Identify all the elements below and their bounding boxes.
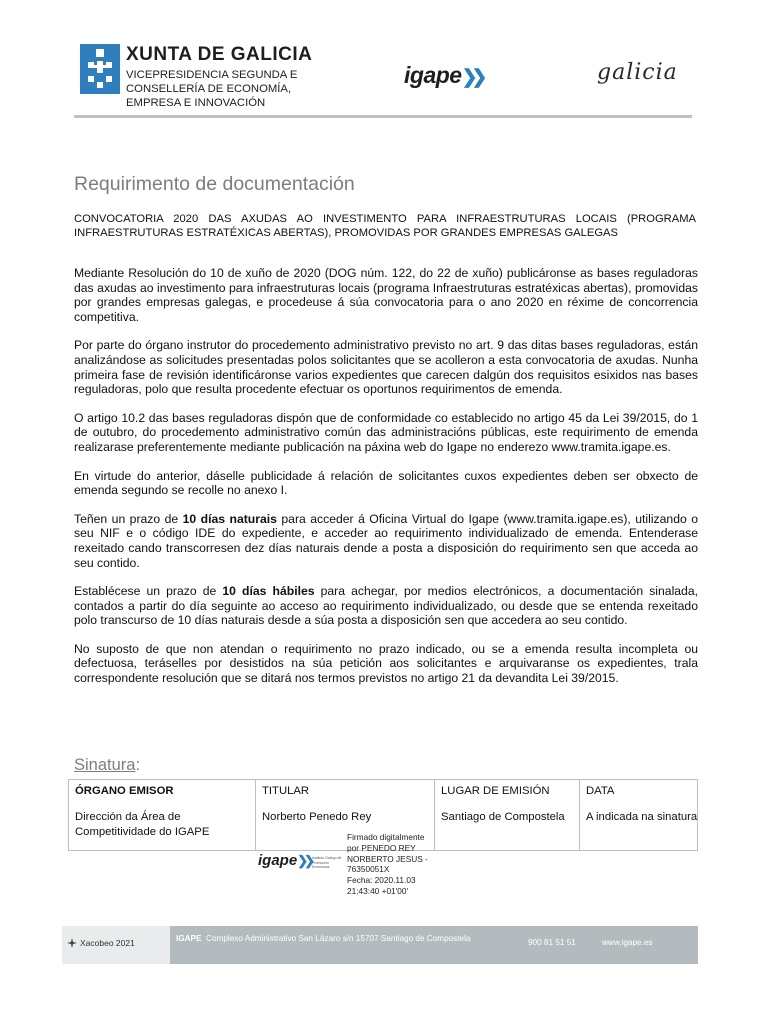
header-divider: [74, 115, 692, 118]
signature-header-titular: TITULAR: [262, 785, 310, 797]
signature-heading-text: Sinatura: [74, 756, 136, 774]
xunta-crest-icon: [80, 44, 120, 94]
footer-address: [176, 932, 476, 945]
signature-col-data: [580, 780, 697, 850]
igape-logo: [404, 62, 504, 96]
org-title: XUNTA DE GALICIA: [126, 44, 313, 65]
galicia-logo: galicia: [597, 60, 678, 85]
p6-post: para achegar, por medios electrónicos, a documentación sinalada, contados a partir do día seguinte ao acceso ao requirimento individualizado, ou desde que se entenda rexeitado polo transcurso de 10 días naturais desde a súa posta a disposición sen que accedera ao seu contido.: [74, 584, 698, 628]
org-sub-line-1: VICEPRESIDENCIA SEGUNDA E: [126, 69, 298, 81]
paragraph-6: [74, 584, 698, 628]
stamp-line: Fecha: 2020.11.03: [347, 875, 416, 886]
p5-pre: Teñen un prazo de: [74, 511, 183, 526]
page-footer: [62, 926, 698, 964]
paragraph-5: [74, 512, 698, 570]
signature-value-lugar: Santiago de Compostela: [441, 811, 565, 823]
org-sub-line-2: CONSELLERÍA DE ECONOMÍA,: [126, 83, 292, 95]
xacobeo-icon: [66, 937, 78, 949]
signature-value-titular: Norberto Penedo Rey: [262, 811, 372, 823]
p5-post: para acceder á Oficina Virtual do Igape (www.tramita.igape.es), utilizando o seu NIF e o código IDE do expediente, e acceder ao requirimento individualizado de emenda. Entenderase rexeitado cando transcorresen dez días naturais dende a posta a disposición do requirimento sen que acceda ao seu contido.: [74, 511, 698, 570]
convocatoria-heading: CONVOCATORIA 2020 DAS AXUDAS AO INVESTIMENTO PARA INFRAESTRUTURAS LOCAIS (PROGRAMA INFRAESTRUTURAS ESTRATÉXICAS ABERTAS), PROMOVIDAS POR GRANDES EMPRESAS GALEGAS: [74, 213, 696, 239]
digital-signature-stamp: [347, 832, 443, 897]
paragraph-1: Mediante Resolución do 10 de xuño de 2020 (DOG núm. 122, do 22 de xuño) publicáronse as bases reguladoras das axudas ao investimento para infraestruturas locais (programa Infraestruturas estratéxicas abertas), promovidas por grandes empresas galegas, e procedeuse á súa convocatoria para o ano 2020 en réxime de concorrencia competitiva.: [74, 266, 698, 324]
footer-contact-panel: [170, 926, 698, 964]
footer-org: IGAPE: [176, 934, 202, 943]
signature-col-lugar: [435, 780, 580, 850]
signature-value-emisor: Dirección da Área de Competitividade do IGAPE: [75, 811, 210, 838]
paragraph-7: No suposto de que non atendan o requirimento no prazo indicado, ou se a emenda resulta incompleta ou defectuosa, teráselles por desistidos na súa petición aos solicitantes e arquivaranse os expedientes, trala correspondente resolución que se ditará nos termos previstos no artigo 21 da devandita Lei 39/2015.: [74, 641, 698, 686]
paragraph-4: En virtude do anterior, dáselle publicidade á relación de solicitantes cuxos expedientes deben ser obxecto de emenda segundo se recolle no anexo I.: [74, 468, 698, 498]
igape-logo-text: igape: [404, 62, 462, 88]
stamp-line: Firmado digitalmente: [347, 832, 425, 842]
org-sub-line-3: EMPRESA E INNOVACIÓN: [126, 97, 266, 109]
paragraph-3: O artigo 10.2 das bases reguladoras dispón que de conformidade co establecido no artigo 45 da Lei 39/2015, do 1 de outubro, do procedemento administrativo común das administracións públicas, este requirimento de emenda realizarase preferentemente mediante publicación na páxina web do Igape no enderezo www.tramita.igape.es.: [74, 410, 698, 454]
xacobeo-label: Xacobeo 2021: [80, 938, 135, 948]
page-title: Requirimento de documentación: [74, 173, 355, 195]
igape-arrows-icon: ❯❯: [461, 67, 482, 88]
org-subtitle: [126, 68, 346, 110]
stamp-line: NORBERTO JESUS -: [347, 853, 428, 864]
signature-heading-colon: :: [135, 756, 141, 774]
paragraph-2: Por parte do órgano instrutor do procedemento administrativo previsto no art. 9 das ditas bases reguladoras, están analizándose as solicitudes presentadas polos solicitantes que se acolleron a esta convocatoria de axudas. Nunha primeira fase de revisión identificáronse varios expedientes que carecen dalgún dos requisitos esixidos nas bases reguladoras, polo que resulta procedente efectuar os oportunos requirimentos de emenda.: [74, 338, 698, 397]
footer-phone: 900 81 51 51: [528, 938, 576, 947]
signature-header-emisor: ÓRGANO EMISOR: [75, 785, 174, 797]
signature-value-data: A indicada na sinatura: [586, 811, 698, 823]
p6-bold: 10 días hábiles: [222, 584, 315, 599]
p5-bold: 10 días naturais: [182, 511, 277, 526]
signature-heading: [74, 756, 140, 775]
footer-address-text: Complexo Administrativo San Lázaro s/n 15707 Santiago de Compostela: [206, 934, 471, 943]
stamp-line: 21:43:40 +01'00': [347, 885, 409, 896]
document-body: [74, 266, 698, 700]
footer-xacobeo-panel: [62, 926, 170, 964]
footer-web-link[interactable]: www.igape.es: [602, 938, 653, 947]
signature-col-emisor: [69, 780, 256, 850]
stamp-igape-text: igape: [258, 852, 298, 869]
stamp-arrows-icon: ❯❯: [297, 853, 311, 868]
stamp-line: 76350051X: [347, 864, 390, 875]
stamp-line: por PENEDO REY: [347, 842, 416, 853]
stamp-small-text: Instituto Galego de Promoción Económica: [312, 856, 342, 869]
signature-header-lugar: LUGAR DE EMISIÓN: [441, 785, 550, 797]
signature-header-data: DATA: [586, 785, 615, 797]
p6-pre: Establécese un prazo de: [74, 584, 223, 599]
